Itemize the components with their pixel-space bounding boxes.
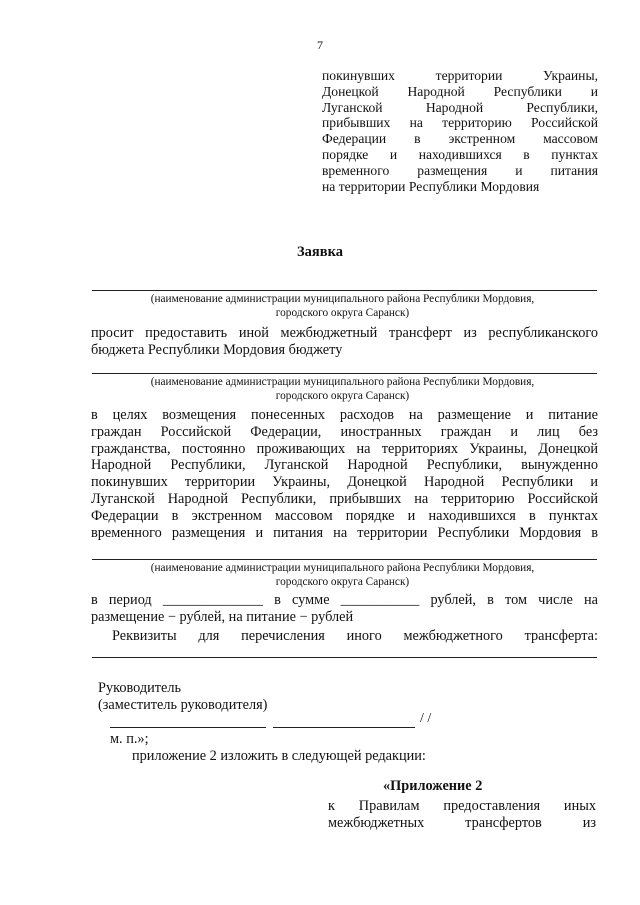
paragraph-2 xyxy=(91,407,598,541)
paragraph-line: в целях возмещения понесенных расходов на размещение и питание xyxy=(91,407,598,423)
caption-line: (наименование администрации муниципального района Республики Мордовия, xyxy=(150,562,535,574)
header-line: прибывших на территорию Российской xyxy=(322,115,598,131)
paragraph-line: Народной Республики, Луганской Народной Республики, вынужденно xyxy=(91,457,598,474)
header-line: порядке и находившихся в пунктах xyxy=(322,146,598,162)
signature-line xyxy=(110,727,266,728)
caption-line: городского округа Саранск) xyxy=(275,307,410,319)
caption-line: городского округа Саранск) xyxy=(275,390,410,402)
appendix-line: межбюджетных трансфертов из xyxy=(328,814,596,831)
fill-line xyxy=(92,290,597,291)
appendix-line: к Правилам предоставления иных xyxy=(328,798,596,814)
paragraph-line: Луганской Народной Республики, прибывших на территорию Российской xyxy=(91,490,598,507)
page-number: 7 xyxy=(317,38,323,52)
appendix-lines xyxy=(328,798,596,832)
paragraph-line: временного размещения и питания на территории Республики Мордовия в xyxy=(91,524,598,541)
caption-2 xyxy=(90,375,595,403)
paragraph-line: покинувших территории Украины, Донецкой Народной Республики и xyxy=(91,474,598,491)
fill-line xyxy=(92,373,597,374)
caption-1 xyxy=(90,292,595,320)
appendix-instruction: приложение 2 изложить в следующей редакции: xyxy=(132,748,426,764)
date-slashes: / / xyxy=(420,711,432,726)
appendix-title: «Приложение 2 xyxy=(383,778,483,794)
caption-line: городского округа Саранск) xyxy=(275,576,410,588)
stamp-mark: м. п.»; xyxy=(110,731,149,747)
signature-deputy: (заместитель руководителя) xyxy=(98,697,268,713)
amount-block xyxy=(91,592,598,626)
header-line: на территории Республики Мордовия xyxy=(322,178,540,194)
signature-head: Руководитель xyxy=(98,680,182,696)
caption-line: (наименование администрации муниципального района Республики Мордовия, xyxy=(150,376,535,388)
header-line: покинувших территории Украины, xyxy=(322,68,598,83)
requisites-line: Реквизиты для перечисления иного межбюджетного трансферта: xyxy=(112,628,598,644)
caption-line: (наименование администрации муниципального района Республики Мордовия, xyxy=(150,293,535,305)
caption-3 xyxy=(90,561,595,589)
placement-line: размещение − рублей, на питание − рублей xyxy=(91,608,354,625)
paragraph-line: гражданства, постоянно проживающих на территориях Украины, Донецкой xyxy=(91,440,598,457)
fill-line xyxy=(92,657,597,658)
paragraph-line: бюджета Республики Мордовия бюджету xyxy=(91,341,343,358)
paragraph-line: Федерации в экстренном массовом порядке и находившихся в пунктах xyxy=(91,507,598,524)
name-line xyxy=(273,727,415,728)
header-line: Федерации в экстренном массовом xyxy=(322,131,598,147)
fill-line xyxy=(92,559,597,560)
paragraph-line: граждан Российской Федерации, иностранных граждан и лиц без xyxy=(91,423,598,440)
header-line: Луганской Народной Республики, xyxy=(322,99,598,115)
header-line: временного размещения и питания xyxy=(322,162,598,178)
paragraph-line: просит предоставить иной межбюджетный трансферт из республиканского xyxy=(91,325,598,341)
period-line: в период ______________ в сумме ___________ рублей, в том числе на xyxy=(91,592,598,608)
header-block xyxy=(322,68,598,194)
document-title: Заявка xyxy=(297,244,343,260)
header-line: Донецкой Народной Республики и xyxy=(322,83,598,99)
paragraph-1 xyxy=(91,325,598,359)
